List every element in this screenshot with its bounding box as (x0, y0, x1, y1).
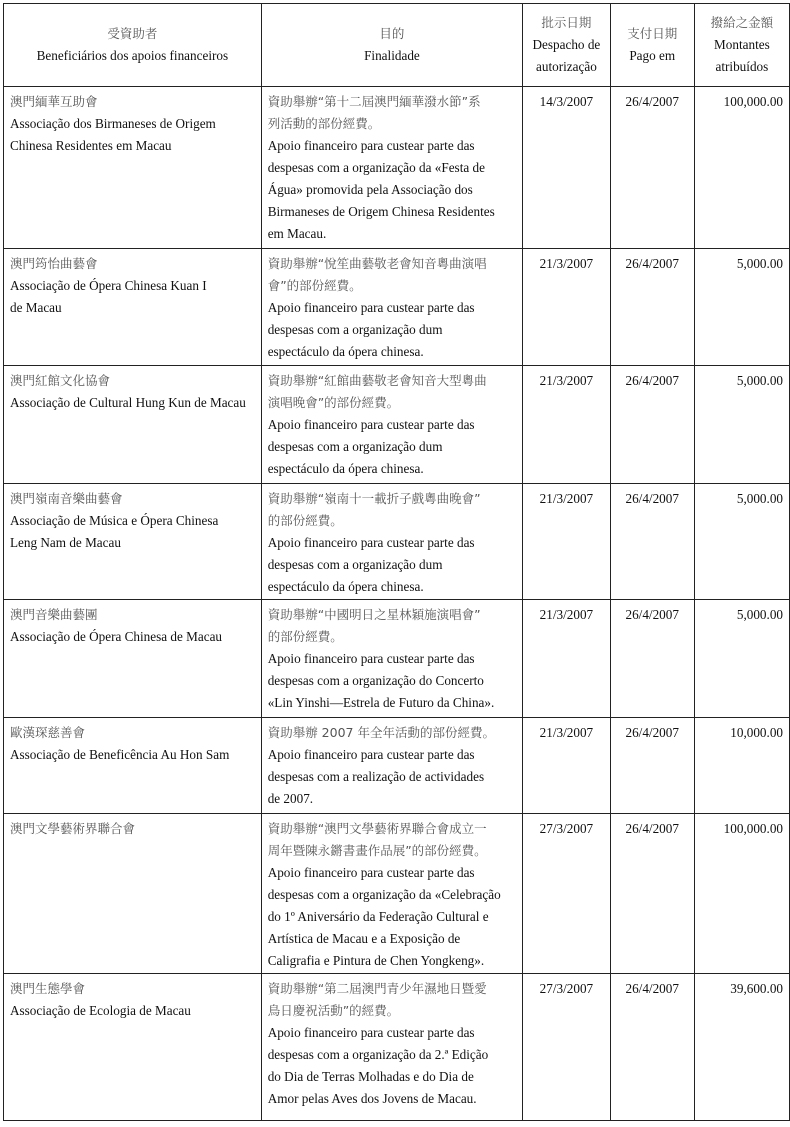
table-row (4, 366, 790, 484)
beneficiary-cell (4, 974, 262, 1121)
purpose-cell (261, 87, 523, 249)
beneficiary-cell (4, 814, 262, 974)
purpose-pt-line: Apoio financeiro para custear parte das (267, 535, 475, 550)
purpose-cell (261, 814, 523, 974)
purpose-pt-line: do Dia de Terras Molhadas e do Dia de (267, 1069, 474, 1084)
purpose-pt-line: despesas com a organização dum (267, 322, 443, 337)
purpose-cell (261, 718, 523, 814)
table-header-row (4, 4, 790, 87)
paid-date (610, 600, 694, 718)
header-authorization-pt: autorização (536, 59, 597, 74)
beneficiary-cell (4, 87, 262, 249)
purpose-pt-line: em Macau. (267, 226, 327, 241)
paid-date-text: 26/4/2007 (625, 373, 679, 388)
amount (694, 600, 789, 718)
beneficiary-name-zh: 澳門文學藝術界聯合會 (10, 821, 136, 836)
beneficiary-name-pt: Chinesa Residentes em Macau (10, 138, 172, 153)
purpose-pt-line: Caligrafia e Pintura de Chen Yongkeng». (267, 953, 485, 968)
beneficiary-name-pt: Leng Nam de Macau (10, 535, 121, 550)
beneficiary-name-zh: 澳門音樂曲藝團 (10, 607, 98, 622)
amount (694, 814, 789, 974)
beneficiary-name-zh: 歐漢琛慈善會 (10, 725, 86, 740)
authorization-date (523, 249, 610, 366)
purpose-zh-line: 列活動的部份經費。 (267, 116, 381, 131)
paid-date-text: 26/4/2007 (625, 607, 679, 622)
purpose-pt-line: do 1º Aniversário da Federação Cultural e (267, 909, 489, 924)
beneficiary-name-pt: Associação de Música e Ópera Chinesa (10, 513, 219, 528)
authorization-date-text: 21/3/2007 (539, 256, 594, 271)
beneficiary-cell (4, 718, 262, 814)
purpose-pt-line: despesas com a organização da «Festa de (267, 160, 485, 175)
header-authorization-zh: 批示日期 (541, 15, 592, 30)
paid-date (610, 484, 694, 600)
purpose-pt-line: espectáculo da ópera chinesa. (267, 461, 424, 476)
authorization-date-text: 27/3/2007 (539, 821, 594, 836)
header-paid (610, 4, 694, 87)
amount-text: 39,600.00 (730, 981, 783, 996)
header-authorization-pt: Despacho de (532, 37, 601, 52)
beneficiary-name-pt: Associação de Cultural Hung Kun de Macau (10, 395, 246, 410)
header-purpose (261, 4, 523, 87)
grants-table (3, 3, 790, 1121)
authorization-date-text: 21/3/2007 (539, 373, 594, 388)
purpose-pt-line: de 2007. (267, 791, 314, 806)
paid-date-text: 26/4/2007 (625, 821, 679, 836)
amount (694, 249, 789, 366)
header-amount (694, 4, 789, 87)
purpose-zh-line: 資助舉辦“悅笙曲藝敬老會知音粵曲演唱 (267, 256, 487, 271)
amount-text: 100,000.00 (723, 821, 783, 836)
header-beneficiary-pt: Beneficiários dos apoios financeiros (36, 48, 229, 63)
header-amount-pt: atribuídos (715, 59, 769, 74)
amount (694, 366, 789, 484)
purpose-pt-line: Amor pelas Aves dos Jovens de Macau. (267, 1091, 477, 1106)
paid-date-text: 26/4/2007 (625, 256, 679, 271)
purpose-cell (261, 366, 523, 484)
amount (694, 484, 789, 600)
table-body (4, 87, 790, 1121)
amount-text: 100,000.00 (723, 94, 783, 109)
beneficiary-name-pt: Associação de Ecologia de Macau (10, 1003, 191, 1018)
beneficiary-cell (4, 249, 262, 366)
authorization-date-text: 21/3/2007 (539, 607, 594, 622)
amount (694, 87, 789, 249)
purpose-cell (261, 974, 523, 1121)
amount-text: 5,000.00 (736, 256, 783, 271)
purpose-pt-line: Apoio financeiro para custear parte das (267, 651, 475, 666)
purpose-zh-line: 資助舉辦“紅館曲藝敬老會知音大型粵曲 (267, 373, 487, 388)
amount-text: 5,000.00 (736, 491, 783, 506)
beneficiary-name-pt: Associação de Ópera Chinesa Kuan I (10, 278, 207, 293)
beneficiary-cell (4, 366, 262, 484)
beneficiary-cell (4, 600, 262, 718)
header-beneficiary-zh: 受資助者 (107, 26, 158, 41)
authorization-date-text: 27/3/2007 (539, 981, 594, 996)
authorization-date-text: 21/3/2007 (539, 725, 594, 740)
purpose-pt-line: despesas com a organização da 2.ª Edição (267, 1047, 489, 1062)
header-amount-zh: 撥給之金額 (710, 15, 774, 30)
purpose-zh-line: 的部份經費。 (267, 513, 343, 528)
paid-date (610, 249, 694, 366)
beneficiary-name-zh: 澳門紅館文化協會 (10, 373, 111, 388)
paid-date (610, 718, 694, 814)
purpose-pt-line: despesas com a organização dum (267, 557, 443, 572)
header-purpose-pt: Finalidade (364, 48, 420, 63)
purpose-pt-line: Água» promovida pela Associação dos (267, 182, 473, 197)
authorization-date (523, 366, 610, 484)
paid-date (610, 814, 694, 974)
purpose-pt-line: Apoio financeiro para custear parte das (267, 865, 475, 880)
purpose-zh-line: 資助舉辦“澳門文學藝術界聯合會成立一 (267, 821, 487, 836)
beneficiary-name-zh: 澳門生態學會 (10, 981, 86, 996)
purpose-zh-line: 資助舉辦“第二屆澳門青少年濕地日暨愛 (267, 981, 487, 996)
purpose-pt-line: Apoio financeiro para custear parte das (267, 138, 475, 153)
authorization-date (523, 484, 610, 600)
purpose-pt-line: despesas com a organização da «Celebração (267, 887, 501, 902)
purpose-pt-line: Apoio financeiro para custear parte das (267, 417, 475, 432)
purpose-zh-line: 會”的部份經費。 (267, 278, 362, 293)
purpose-pt-line: Apoio financeiro para custear parte das (267, 747, 475, 762)
beneficiary-name-zh: 澳門緬華互助會 (10, 94, 98, 109)
authorization-date (523, 87, 610, 249)
purpose-cell (261, 600, 523, 718)
purpose-zh-line: 資助舉辦 2007 年全年活動的部份經費。 (267, 725, 495, 740)
purpose-zh-line: 鳥日慶祝活動”的經費。 (267, 1003, 400, 1018)
purpose-pt-line: «Lin Yinshi—Estrela de Futuro da China». (267, 695, 495, 710)
beneficiary-name-pt: de Macau (10, 300, 62, 315)
table-row (4, 718, 790, 814)
purpose-pt-line: despesas com a realização de actividades (267, 769, 485, 784)
amount-text: 5,000.00 (736, 607, 783, 622)
beneficiary-name-pt: Associação de Ópera Chinesa de Macau (10, 629, 223, 644)
authorization-date (523, 974, 610, 1121)
paid-date (610, 974, 694, 1121)
amount-text: 5,000.00 (736, 373, 783, 388)
header-paid-pt: Pago em (629, 48, 676, 63)
purpose-pt-line: despesas com a organização dum (267, 439, 443, 454)
beneficiary-name-zh: 澳門嶺南音樂曲藝會 (10, 491, 123, 506)
amount (694, 718, 789, 814)
authorization-date (523, 814, 610, 974)
paid-date-text: 26/4/2007 (625, 491, 679, 506)
paid-date-text: 26/4/2007 (625, 981, 679, 996)
paid-date-text: 26/4/2007 (625, 94, 679, 109)
purpose-zh-line: 周年暨陳永鏘書畫作品展”的部份經費。 (267, 843, 487, 858)
amount (694, 974, 789, 1121)
amount-text: 10,000.00 (730, 725, 783, 740)
authorization-date (523, 600, 610, 718)
purpose-zh-line: 的部份經費。 (267, 629, 343, 644)
purpose-pt-line: Apoio financeiro para custear parte das (267, 300, 475, 315)
purpose-pt-line: Artística de Macau e a Exposição de (267, 931, 461, 946)
authorization-date-text: 14/3/2007 (539, 94, 594, 109)
header-beneficiary (4, 4, 262, 87)
header-authorization (523, 4, 610, 87)
purpose-pt-line: despesas com a organização do Concerto (267, 673, 484, 688)
purpose-pt-line: Birmaneses de Origem Chinesa Residentes (267, 204, 495, 219)
purpose-pt-line: Apoio financeiro para custear parte das (267, 1025, 475, 1040)
header-amount-pt: Montantes (714, 37, 770, 52)
table-row (4, 87, 790, 249)
authorization-date-text: 21/3/2007 (539, 491, 594, 506)
purpose-zh-line: 資助舉辦“中國明日之星林穎施演唱會” (267, 607, 481, 622)
table-row (4, 249, 790, 366)
purpose-cell (261, 249, 523, 366)
paid-date (610, 87, 694, 249)
purpose-zh-line: 演唱晚會”的部份經費。 (267, 395, 400, 410)
purpose-pt-line: espectáculo da ópera chinesa. (267, 579, 424, 594)
table-row (4, 974, 790, 1121)
purpose-cell (261, 484, 523, 600)
authorization-date (523, 718, 610, 814)
table-row (4, 814, 790, 974)
beneficiary-name-pt: Associação dos Birmaneses de Origem (10, 116, 216, 131)
beneficiary-cell (4, 484, 262, 600)
purpose-zh-line: 資助舉辦“第十二屆澳門緬華潑水節”系 (267, 94, 481, 109)
table-row (4, 484, 790, 600)
header-purpose-zh: 目的 (379, 26, 405, 41)
paid-date (610, 366, 694, 484)
purpose-pt-line: espectáculo da ópera chinesa. (267, 344, 424, 359)
paid-date-text: 26/4/2007 (625, 725, 679, 740)
table-row (4, 600, 790, 718)
beneficiary-name-pt: Associação de Beneficência Au Hon Sam (10, 747, 230, 762)
header-paid-zh: 支付日期 (627, 26, 678, 41)
purpose-zh-line: 資助舉辦“嶺南十一載折子戲粵曲晚會” (267, 491, 481, 506)
beneficiary-name-zh: 澳門筠怡曲藝會 (10, 256, 98, 271)
